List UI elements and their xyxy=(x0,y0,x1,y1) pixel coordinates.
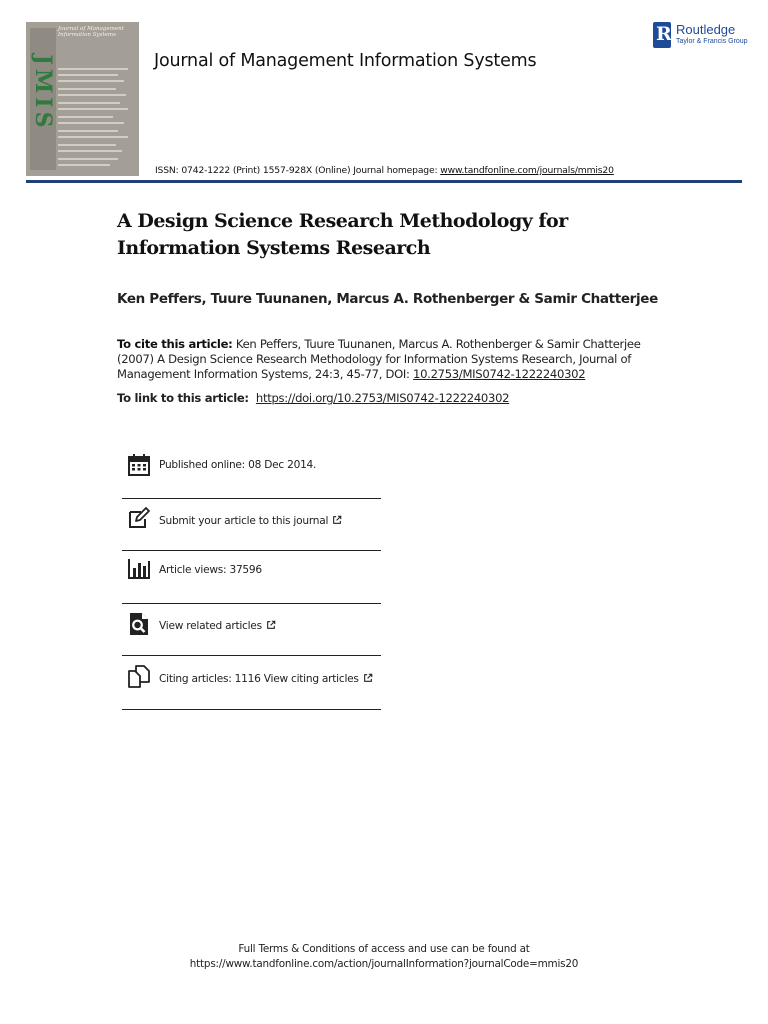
journal-cover-thumbnail xyxy=(26,22,139,176)
article-title: A Design Science Research Methodology for Information Systems Research xyxy=(117,210,568,259)
search-document-icon xyxy=(127,612,151,636)
cover-title: Journal of Management Information Systems xyxy=(58,26,124,38)
cite-label: To cite this article: xyxy=(117,337,233,351)
cite-text: Ken Peffers, Tuure Tuunanen, Marcus A. Rothenberger & Samir Chatterjee (2007) A Design Science Research Methodology for Information Systems Research, Journal of Management Information Systems, 24:3, 45-77, DOI: xyxy=(117,337,641,381)
citation-block xyxy=(117,337,657,382)
row-divider xyxy=(122,550,381,551)
published-date: Published online: 08 Dec 2014. xyxy=(159,459,317,471)
publisher-name: Routledge xyxy=(676,22,736,37)
link-block xyxy=(117,391,677,406)
calendar-icon xyxy=(127,453,151,477)
citing-row[interactable] xyxy=(122,664,381,712)
view-related-articles-link[interactable]: View related articles xyxy=(159,620,276,632)
routledge-mark-icon xyxy=(653,22,671,48)
row-divider xyxy=(122,498,381,499)
doi-link[interactable]: 10.2753/MIS0742-1222240302 xyxy=(413,367,586,381)
cover-logo: JMIS xyxy=(30,54,56,132)
journal-homepage-link[interactable]: www.tandfonline.com/journals/mmis20 xyxy=(440,165,614,176)
row-divider xyxy=(122,709,381,710)
footer-terms-url[interactable]: https://www.tandfonline.com/action/journalInformation?journalCode=mmis20 xyxy=(189,958,579,970)
footer-terms-line: Full Terms & Conditions of access and use can be found at xyxy=(238,943,530,955)
submit-article-link[interactable]: Submit your article to this journal xyxy=(159,515,342,527)
bar-chart-icon xyxy=(127,557,151,581)
header-divider xyxy=(26,180,742,183)
edit-icon xyxy=(127,506,151,530)
row-divider xyxy=(122,603,381,604)
publisher-logo[interactable] xyxy=(653,22,748,52)
link-label: To link to this article: xyxy=(117,391,253,405)
issn-text: ISSN: 0742-1222 (Print) 1557-928X (Online) Journal homepage: xyxy=(155,165,441,176)
issn-line xyxy=(155,165,614,176)
external-link-icon xyxy=(332,515,342,525)
copy-documents-icon xyxy=(127,664,151,688)
published-row xyxy=(122,452,381,500)
external-link-icon xyxy=(266,620,276,630)
citing-articles-link[interactable]: Citing articles: 1116 View citing articles xyxy=(159,673,373,685)
submit-row[interactable] xyxy=(122,505,381,553)
related-row[interactable] xyxy=(122,612,381,660)
article-authors: Ken Peffers, Tuure Tuunanen, Marcus A. Rothenberger & Samir Chatterjee xyxy=(117,291,658,307)
publisher-subtitle: Taylor & Francis Group xyxy=(676,38,748,45)
external-link-icon xyxy=(363,673,373,683)
journal-title: Journal of Management Information Systems xyxy=(154,51,537,71)
views-row xyxy=(122,557,381,605)
footer-terms xyxy=(0,942,768,972)
article-views: Article views: 37596 xyxy=(159,564,262,576)
article-doi-url[interactable]: https://doi.org/10.2753/MIS0742-1222240302 xyxy=(255,391,510,405)
row-divider xyxy=(122,655,381,656)
